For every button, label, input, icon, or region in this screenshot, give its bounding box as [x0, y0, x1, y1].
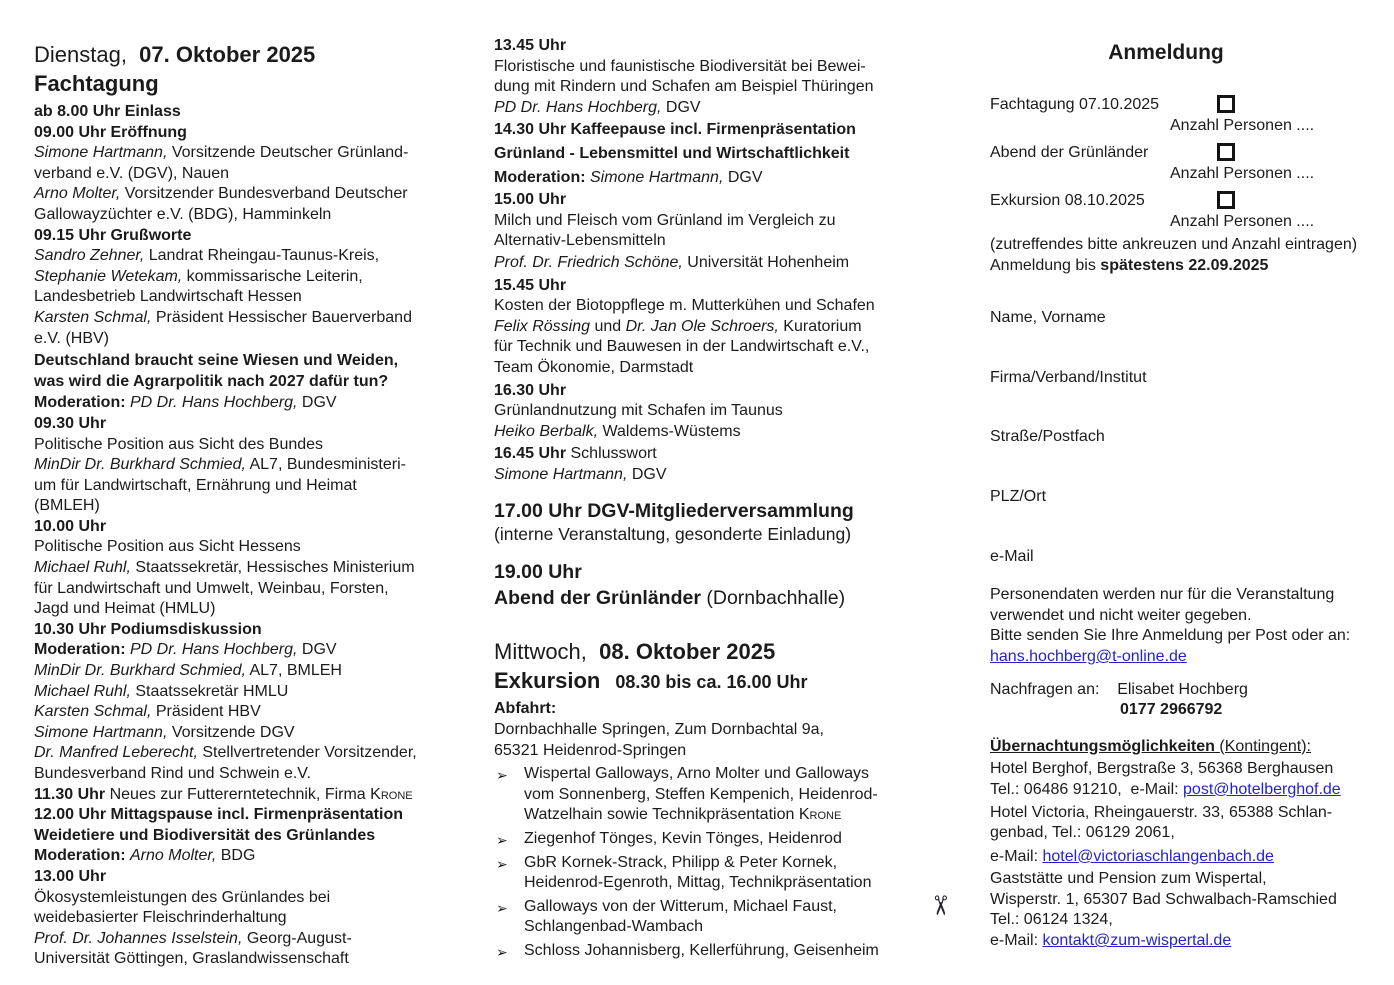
bullet-arrow-icon: ➢	[496, 944, 508, 960]
text-line	[494, 98, 936, 119]
text-run: Exkursion	[494, 668, 601, 694]
text-run: Tel.: 06486 91210, e-Mail:	[990, 780, 1184, 798]
text-run: PLZ/Ort	[990, 487, 1047, 505]
text-run: Waldems-Wüstems	[598, 422, 741, 440]
text-run: Mittwoch,	[494, 639, 600, 665]
text-run: Kosten der Biotoppflege m. Mutterkühen und Schafen	[494, 297, 875, 315]
text-line	[990, 211, 1390, 232]
text-run: 65321 Heidenrod-Springen	[494, 741, 687, 759]
text-run: PD Dr. Hans Hochberg,	[130, 641, 298, 659]
text-run: 09.30 Uhr	[34, 414, 107, 432]
text-run: Vorsitzende DGV	[167, 723, 295, 741]
text-line	[990, 759, 1390, 780]
scissors-icon: ✂	[924, 894, 955, 917]
text-run: Landesbetrieb Landwirtschaft Hessen	[34, 288, 302, 306]
text-line	[494, 897, 936, 918]
text-line	[494, 637, 936, 666]
text-line	[34, 805, 490, 826]
text-line	[34, 785, 490, 806]
text-run: (Kontingent):	[1214, 737, 1311, 755]
text-run: Alternativ-Lebensmitteln	[494, 232, 666, 250]
text-run: Wisperstr. 1, 65307 Bad Schwalbach-Ramschied	[990, 890, 1337, 908]
text-run: Michael Ruhl,	[34, 682, 131, 700]
text-line	[494, 120, 936, 141]
field-label-plz-ort	[990, 487, 1390, 508]
text-line	[494, 401, 936, 422]
text-run: Staatssekretär HMLU	[130, 682, 289, 700]
text-line	[990, 235, 1390, 256]
text-line	[494, 829, 936, 850]
text-line	[990, 626, 1390, 647]
text-run: DGV	[661, 98, 701, 116]
text-line	[34, 40, 490, 69]
text-run: Georg-August-	[242, 929, 352, 947]
text-line	[34, 579, 490, 600]
text-line	[990, 647, 1390, 668]
text-run: Abend der Grünländer	[494, 587, 701, 610]
text-line	[494, 231, 936, 252]
text-run: Übernachtungsmöglichkeiten	[990, 737, 1215, 755]
bullet-arrow-icon: ➢	[496, 855, 508, 872]
text-line	[990, 737, 1390, 758]
text-run: Stellvertretender Vorsitzender,	[197, 744, 417, 762]
text-run: (interne Veranstaltung, gesonderte Einladung)	[494, 524, 852, 545]
text-run: Vorsitzender Bundesverband Deutscher	[120, 185, 408, 203]
text-line	[34, 702, 490, 723]
text-run: 13.45 Uhr	[494, 37, 567, 54]
field-label-email	[990, 547, 1390, 568]
text-run: Abfahrt:	[494, 700, 557, 718]
registration-title	[990, 40, 1342, 66]
text-line	[494, 144, 936, 165]
text-run: (zutreffendes bitte ankreuzen und Anzahl eintragen)	[990, 236, 1358, 253]
text-run: DGV	[297, 641, 337, 659]
text-run: Anzahl Personen ....	[1170, 165, 1315, 182]
checkbox-exkursion[interactable]	[1217, 191, 1235, 209]
text-line	[34, 455, 490, 476]
field-label-name	[990, 308, 1390, 329]
text-run: MinDir Dr. Burkhard Schmied,	[34, 456, 246, 474]
text-run: PD Dr. Hans Hochberg,	[494, 98, 662, 116]
text-run: Anmeldung bis	[990, 256, 1101, 274]
text-run: Karsten Schmal,	[34, 308, 152, 326]
text-run: 17.00 Uhr DGV-Mitgliederversammlung	[494, 500, 854, 523]
text-run: 08. Oktober 2025	[599, 639, 776, 665]
text-line	[494, 190, 936, 211]
text-run: (Dornbachhalle)	[700, 587, 846, 610]
text-line	[34, 599, 490, 620]
text-line	[34, 949, 490, 970]
text-run: Watzelhain sowie Technikpräsentation	[524, 806, 799, 824]
text-line	[34, 205, 490, 226]
text-run: Heiko Berbalk,	[494, 422, 599, 440]
text-line	[990, 94, 1390, 115]
text-line	[34, 888, 490, 909]
text-line	[990, 910, 1390, 931]
text-run: Straße/Postfach	[990, 428, 1105, 446]
text-run: Sandro Zehner,	[34, 247, 145, 265]
text-line	[34, 393, 490, 414]
text-line	[34, 329, 490, 350]
text-run: Firma/Verband/Institut	[990, 368, 1147, 386]
text-run: Schloss Johannisberg, Kellerführung, Geisenheim	[524, 942, 879, 959]
text-run: 09.00 Uhr Eröffnung	[34, 123, 187, 141]
bullet-arrow-icon: ➢	[496, 832, 508, 849]
text-run: Anzahl Personen ....	[1170, 213, 1315, 230]
text-run: Staatssekretär, Hessisches Ministerium	[130, 559, 415, 577]
text-run: Fachtagung 07.10.2025	[990, 96, 1160, 113]
text-line	[494, 36, 936, 57]
text-line	[494, 276, 936, 297]
text-line	[34, 267, 490, 288]
text-line	[34, 517, 490, 538]
text-run: genbad, Tel.: 06129 2061,	[990, 824, 1175, 842]
text-line	[34, 558, 490, 579]
text-line	[34, 682, 490, 703]
text-line	[990, 890, 1390, 911]
text-run: 0177 2966792	[1120, 701, 1223, 719]
text-line	[34, 308, 490, 329]
text-run: Ökosystemleistungen des Grünlandes bei	[34, 888, 331, 906]
text-line	[34, 351, 490, 372]
text-run: Vorsitzende Deutscher Grünland-	[167, 144, 409, 162]
text-run: AL7, Bundesministeri-	[245, 456, 406, 474]
text-run: Politische Position aus Sicht Hessens	[34, 538, 301, 556]
text-line	[990, 256, 1390, 277]
text-run: e-Mail:	[990, 847, 1043, 865]
text-run: Neues zur Futtererntetechnik, Firma	[105, 785, 371, 803]
text-run: ab 8.00 Uhr Einlass	[34, 103, 181, 120]
text-run: Dienstag,	[34, 42, 140, 67]
text-run: Krone	[370, 785, 413, 803]
text-run: Schlusswort	[566, 445, 657, 463]
text-line	[494, 941, 936, 962]
text-line	[990, 190, 1390, 211]
text-line	[494, 317, 936, 338]
text-line	[990, 869, 1390, 890]
text-line	[494, 917, 936, 938]
text-line	[34, 620, 490, 641]
text-run: für Technik und Bauwesen in der Landwirtschaft e.V.,	[494, 338, 870, 356]
text-run: Floristische und faunistische Biodiversität bei Bewei-	[494, 57, 866, 75]
text-line	[494, 296, 936, 317]
text-line	[494, 422, 936, 443]
text-run: Dornbachhalle Springen, Zum Dornbachtal 9a,	[494, 721, 824, 739]
text-run: DGV	[723, 168, 763, 186]
field-label-firma	[990, 368, 1390, 389]
text-run: Präsident Hessischer Bauerverband	[151, 308, 412, 326]
email-link[interactable]: kontakt@zum-wispertal.de	[1042, 932, 1232, 950]
text-run: Personendaten werden nur für die Veranstaltung	[990, 586, 1335, 604]
text-run: Milch und Fleisch vom Grünland im Vergleich zu	[494, 211, 836, 229]
program-column-day2	[494, 36, 936, 962]
text-run: 15.00 Uhr	[494, 191, 567, 209]
text-line	[494, 666, 936, 697]
text-line	[34, 123, 490, 144]
text-line	[494, 253, 936, 274]
text-run: Politische Position aus Sicht des Bundes	[34, 435, 324, 453]
email-link[interactable]: post@hotelberghof.de	[1183, 780, 1341, 798]
email-link[interactable]: hotel@victoriaschlangenbach.de	[1042, 847, 1274, 865]
text-run: 09.15 Uhr Grußworte	[34, 226, 192, 244]
text-run: 19.00 Uhr	[494, 561, 582, 584]
text-line	[494, 873, 936, 894]
text-run: Schlangenbad-Wambach	[524, 918, 704, 936]
text-run: Grünlandnutzung mit Schafen im Taunus	[494, 402, 783, 420]
text-run: und	[590, 317, 626, 335]
text-line	[990, 115, 1390, 136]
checkbox-abend-der-gruenlaender[interactable]	[1217, 143, 1235, 161]
text-run: weidebasierter Fleischrinderhaltung	[34, 909, 287, 927]
text-run: BDG	[216, 847, 256, 865]
text-run: Gallowayzüchter e.V. (BDG), Hamminkeln	[34, 205, 332, 223]
text-run: spätestens 22.09.2025	[1100, 256, 1269, 274]
text-line	[990, 931, 1390, 952]
text-run: Wispertal Galloways, Arno Molter und Galloways	[524, 765, 870, 783]
text-line	[494, 168, 936, 189]
text-run: Präsident HBV	[151, 703, 261, 721]
text-run: Bundesverband Rind und Schwein e.V.	[34, 765, 311, 782]
text-run: für Landwirtschaft und Umwelt, Weinbau, Forsten,	[34, 579, 389, 597]
text-run: Moderation:	[494, 168, 590, 186]
text-line	[494, 523, 936, 545]
text-line	[34, 69, 490, 98]
text-line	[990, 803, 1390, 824]
text-line	[34, 476, 490, 497]
text-line	[494, 853, 936, 874]
text-run: Krone	[798, 806, 842, 824]
text-line	[990, 680, 1390, 701]
checkbox-fachtagung[interactable]	[1217, 95, 1235, 113]
text-run: Moderation:	[34, 394, 130, 412]
bullet-arrow-icon: ➢	[496, 767, 508, 784]
text-run: Hotel Victoria, Rheingauerstr. 33, 65388 Schlan-	[990, 803, 1333, 821]
text-run: verband e.V. (DGV), Nauen	[34, 164, 230, 182]
text-run: AL7, BMLEH	[245, 662, 342, 680]
text-run: Dr. Manfred Leberecht,	[34, 744, 198, 762]
text-line	[34, 414, 490, 435]
text-line	[990, 585, 1390, 606]
text-line	[34, 287, 490, 308]
text-line	[494, 337, 936, 358]
text-run: Karsten Schmal,	[34, 703, 152, 721]
text-run: Deutschland braucht seine Wiesen und Weiden,	[34, 352, 399, 370]
text-line	[494, 805, 936, 826]
text-run: verwendet und nicht weiter gegeben.	[990, 606, 1252, 624]
text-run: Heidenrod-Egenroth, Mittag, Technikpräsentation	[524, 874, 872, 892]
text-line	[494, 499, 936, 523]
text-run: Prof. Dr. Friedrich Schöne,	[494, 253, 683, 271]
text-line	[990, 606, 1390, 627]
text-line	[494, 444, 936, 465]
text-run: vom Sonnenberg, Steffen Kempenich, Heidenrod-	[524, 785, 878, 803]
text-line	[34, 640, 490, 661]
text-line	[34, 929, 490, 950]
text-run: Team Ökonomie, Darmstadt	[494, 358, 694, 376]
text-run: Jagd und Heimat (HMLU)	[34, 600, 216, 618]
text-line	[494, 741, 936, 762]
text-line	[494, 785, 936, 806]
text-line	[990, 700, 1390, 721]
registration-column	[990, 40, 1390, 952]
text-line	[990, 142, 1390, 163]
text-line	[34, 764, 490, 785]
text-run: 11.30 Uhr	[34, 785, 106, 803]
text-run: Kuratorium	[778, 317, 862, 335]
text-line	[34, 826, 490, 847]
text-run: dung mit Rindern und Schafen am Beispiel Thüringen	[494, 78, 874, 96]
text-run: e-Mail:	[990, 932, 1043, 950]
text-run: 13.00 Uhr	[34, 867, 107, 885]
text-line	[990, 847, 1390, 868]
text-line	[494, 57, 936, 78]
text-line	[34, 846, 490, 867]
text-line	[34, 372, 490, 393]
text-run: Tel.: 06124 1324,	[990, 911, 1113, 929]
text-run: e-Mail	[990, 547, 1034, 565]
text-line	[34, 867, 490, 888]
text-line	[990, 163, 1390, 184]
text-line	[494, 764, 936, 785]
text-line	[494, 559, 936, 585]
text-line	[990, 780, 1390, 801]
text-line	[34, 226, 490, 247]
text-run: Universität Göttingen, Graslandwissenschaft	[34, 950, 349, 968]
text-run: Stephanie Wetekam,	[34, 267, 183, 285]
text-run: Anmeldung	[1108, 41, 1224, 64]
text-run: 14.30 Uhr Kaffeepause incl. Firmenpräsentation	[494, 121, 856, 139]
text-line	[34, 143, 490, 164]
field-label-strasse	[990, 427, 1390, 448]
text-run: Prof. Dr. Johannes Isselstein,	[34, 929, 243, 947]
text-run: Arno Molter,	[130, 847, 217, 865]
text-run: 16.45 Uhr	[494, 445, 567, 463]
text-line	[34, 102, 490, 123]
text-run: 16.30 Uhr	[494, 381, 567, 399]
text-run: MinDir Dr. Burkhard Schmied,	[34, 662, 246, 680]
text-run: Grünland - Lebensmittel und Wirtschaftlichkeit	[494, 144, 850, 162]
text-run: 10.00 Uhr	[34, 517, 107, 535]
text-run: DGV	[297, 394, 337, 412]
text-run: Moderation:	[34, 641, 130, 659]
text-line	[34, 908, 490, 929]
text-run: 12.00 Uhr Mittagspause incl. Firmenpräsentation	[34, 806, 403, 824]
text-run: GbR Kornek-Strack, Philipp & Peter Kornek,	[524, 853, 838, 871]
text-run: um für Landwirtschaft, Ernährung und Heimat	[34, 476, 357, 494]
text-line	[34, 723, 490, 744]
text-run: 07. Oktober 2025	[139, 42, 316, 67]
text-run: Galloways von der Witterum, Michael Faust,	[524, 897, 837, 915]
text-line	[990, 823, 1390, 844]
text-line	[494, 358, 936, 379]
text-run: e.V. (HBV)	[34, 329, 109, 347]
text-run: Simone Hartmann,	[590, 168, 724, 186]
text-run: (BMLEH)	[34, 497, 100, 515]
text-run: Ziegenhof Tönges, Kevin Tönges, Heidenrod	[524, 830, 842, 848]
text-run: 08.30 bis ca. 16.00 Uhr	[600, 672, 808, 693]
text-line	[34, 435, 490, 456]
text-line	[494, 699, 936, 720]
text-run: Dr. Jan Ole Schroers,	[625, 317, 779, 335]
text-run: Abend der Grünländer	[990, 144, 1149, 161]
text-run: Fachtagung	[34, 71, 159, 96]
text-run: Michael Ruhl,	[34, 559, 131, 577]
text-run: 15.45 Uhr	[494, 276, 567, 294]
text-run: Moderation:	[34, 847, 130, 865]
text-line	[34, 743, 490, 764]
text-line	[34, 661, 490, 682]
text-line	[34, 246, 490, 267]
text-run: Simone Hartmann,	[494, 465, 628, 483]
program-column-day1	[34, 40, 490, 970]
text-line	[494, 211, 936, 232]
text-run: Weidetiere und Biodiversität des Grünlandes	[34, 826, 376, 844]
bullet-arrow-icon: ➢	[496, 899, 508, 916]
text-run: 10.30 Uhr Podiumsdiskussion	[34, 620, 262, 638]
text-run: Universität Hohenheim	[682, 253, 850, 271]
text-run: Bitte senden Sie Ihre Anmeldung per Post oder an:	[990, 627, 1351, 645]
text-line	[34, 537, 490, 558]
email-link[interactable]: hans.hochberg@t-online.de	[990, 647, 1187, 665]
text-run: Anzahl Personen ....	[1170, 117, 1315, 134]
text-run: Landrat Rheingau-Taunus-Kreis,	[144, 247, 380, 265]
text-run: Arno Molter,	[34, 185, 121, 203]
text-run: PD Dr. Hans Hochberg,	[130, 394, 298, 412]
text-line	[494, 720, 936, 741]
text-run: Hotel Berghof, Bergstraße 3, 56368 Berghausen	[990, 760, 1334, 778]
text-run: Simone Hartmann,	[34, 723, 168, 741]
text-run: Felix Rössing	[494, 317, 591, 335]
text-line	[494, 465, 936, 486]
text-run: Simone Hartmann,	[34, 144, 168, 162]
text-line	[494, 585, 936, 611]
text-run: DGV	[627, 465, 667, 483]
text-run: Nachfragen an: Elisabet Hochberg	[990, 680, 1248, 698]
text-line	[34, 184, 490, 205]
text-line	[34, 164, 490, 185]
text-line	[34, 496, 490, 517]
text-line	[494, 381, 936, 402]
text-line	[494, 77, 936, 98]
text-run: Gaststätte und Pension zum Wispertal,	[990, 870, 1267, 888]
text-run: Name, Vorname	[990, 309, 1106, 327]
text-run: kommissarische Leiterin,	[182, 267, 363, 285]
text-run: Exkursion 08.10.2025	[990, 192, 1145, 209]
text-run: was wird die Agrarpolitik nach 2027 dafür tun?	[34, 372, 389, 390]
